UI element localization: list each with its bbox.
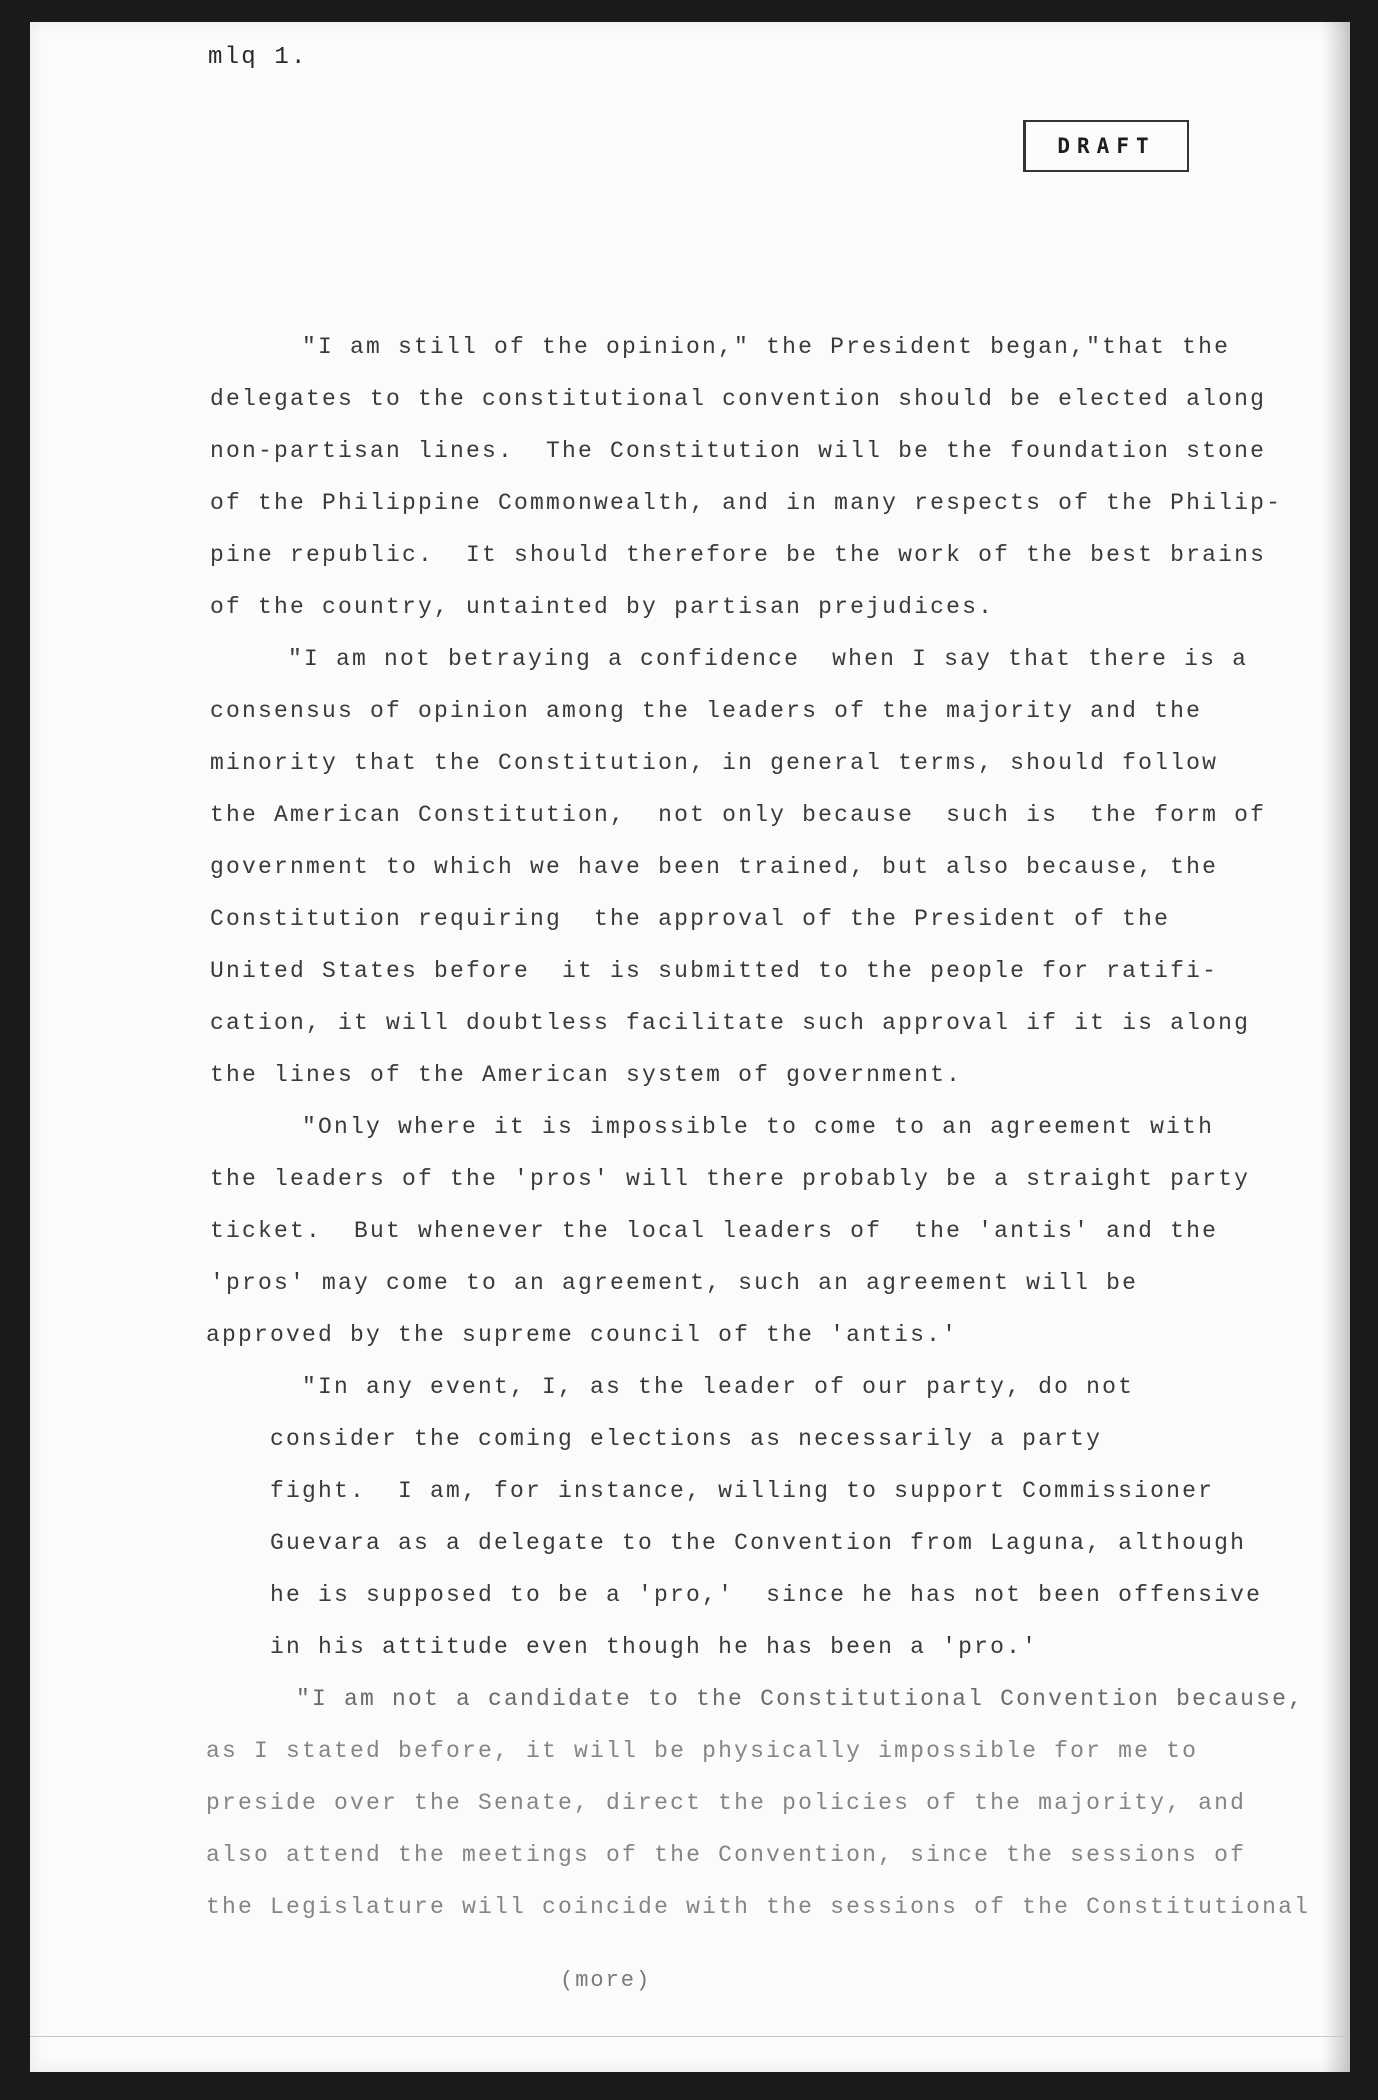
text-line: 'pros' may come to an agreement, such an agreement will be bbox=[210, 1270, 1139, 1296]
text-line: fight. I am, for instance, willing to support Commissioner bbox=[270, 1478, 1215, 1504]
text-line: consensus of opinion among the leaders of the majority and the bbox=[210, 698, 1203, 724]
text-line: Constitution requiring the approval of the President of the bbox=[210, 906, 1171, 932]
text-line: pine republic. It should therefore be the work of the best brains bbox=[210, 542, 1267, 568]
text-line: non-partisan lines. The Constitution will be the foundation stone bbox=[210, 438, 1267, 464]
text-line: consider the coming elections as necessarily a party bbox=[270, 1426, 1103, 1452]
text-line: United States before it is submitted to the people for ratifi- bbox=[210, 958, 1219, 984]
text-line: "I am still of the opinion," the President began,"that the bbox=[302, 334, 1231, 360]
text-line: of the Philippine Commonwealth, and in many respects of the Philip- bbox=[210, 490, 1283, 516]
text-line: as I stated before, it will be physically impossible for me to bbox=[206, 1738, 1199, 1764]
text-line: the American Constitution, not only because such is the form of bbox=[210, 802, 1267, 828]
draft-stamp: DRAFT bbox=[1023, 120, 1189, 172]
text-line: cation, it will doubtless facilitate such approval if it is along bbox=[210, 1010, 1251, 1036]
text-line: "I am not a candidate to the Constitutional Convention because, bbox=[296, 1686, 1305, 1712]
page-bottom-rule bbox=[30, 2036, 1350, 2037]
text-line: minority that the Constitution, in general terms, should follow bbox=[210, 750, 1219, 776]
text-line: approved by the supreme council of the 'antis.' bbox=[206, 1322, 959, 1348]
text-line: delegates to the constitutional convention should be elected along bbox=[210, 386, 1267, 412]
page-code: mlq 1. bbox=[208, 44, 308, 71]
text-line: also attend the meetings of the Convention, since the sessions of bbox=[206, 1842, 1247, 1868]
text-line: in his attitude even though he has been a 'pro.' bbox=[270, 1634, 1039, 1660]
text-line: government to which we have been trained, but also because, the bbox=[210, 854, 1219, 880]
text-line: the Legislature will coincide with the sessions of the Constitutional bbox=[206, 1894, 1311, 1920]
text-line: he is supposed to be a 'pro,' since he has not been offensive bbox=[270, 1582, 1263, 1608]
text-line: the leaders of the 'pros' will there probably be a straight party bbox=[210, 1166, 1251, 1192]
text-line: "I am not betraying a confidence when I say that there is a bbox=[288, 646, 1249, 672]
text-line: "Only where it is impossible to come to an agreement with bbox=[302, 1114, 1215, 1140]
text-line: "In any event, I, as the leader of our party, do not bbox=[302, 1374, 1135, 1400]
page-edge-shadow bbox=[1322, 22, 1350, 2072]
document-page bbox=[30, 22, 1350, 2072]
text-line: preside over the Senate, direct the policies of the majority, and bbox=[206, 1790, 1247, 1816]
text-line: the lines of the American system of government. bbox=[210, 1062, 963, 1088]
text-line: Guevara as a delegate to the Convention from Laguna, although bbox=[270, 1530, 1247, 1556]
more-marker: (more) bbox=[560, 1968, 652, 1993]
text-line: ticket. But whenever the local leaders of the 'antis' and the bbox=[210, 1218, 1219, 1244]
text-line: of the country, untainted by partisan prejudices. bbox=[210, 594, 995, 620]
